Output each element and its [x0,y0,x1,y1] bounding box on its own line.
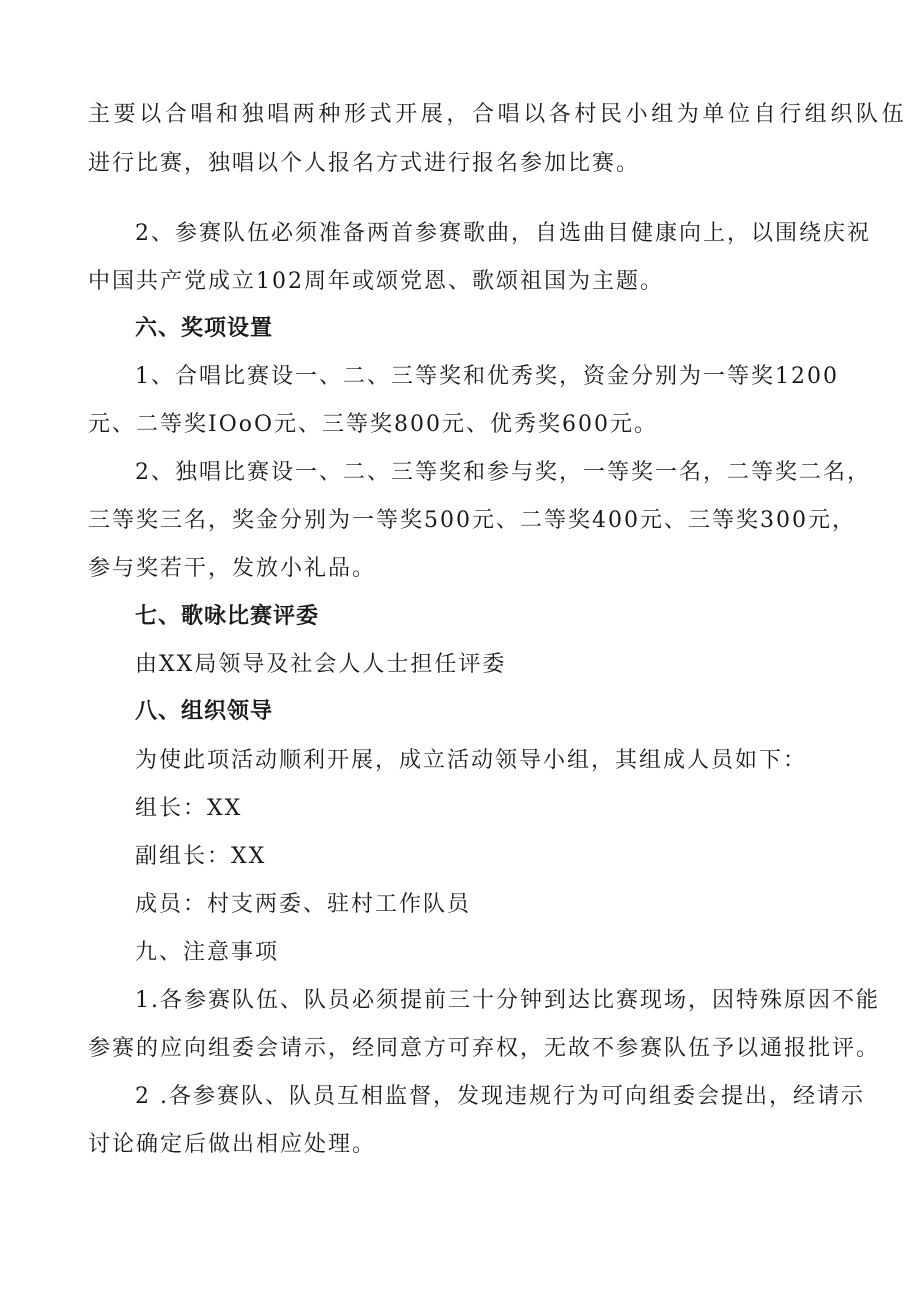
paragraph-line: 1、合唱比赛设一、二、三等奖和优秀奖，资金分别为一等奖1200 [135,364,839,389]
paragraph-line: 三等奖三名，奖金分别为一等奖500元、二等奖400元、三等奖300元， [88,508,856,533]
paragraph-line: 2、独唱比赛设一、二、三等奖和参与奖，一等奖一名，二等奖二名， [135,460,871,485]
paragraph-line: 由XX局领导及社会人人士担任评委 [135,652,507,677]
paragraph-line: 1.各参赛队伍、队员必须提前三十分钟到达比赛现场，因特殊原因不能 [135,988,880,1013]
paragraph-line: 元、二等奖IOoO元、三等奖800元、优秀奖600元。 [88,412,658,437]
paragraph-line: 参赛的应向组委会请示，经同意方可弃权，无故不参赛队伍予以通报批评。 [88,1036,881,1061]
paragraph-line: 讨论确定后做出相应处理。 [88,1132,377,1157]
section-heading-judges: 七、歌咏比赛评委 [135,604,320,629]
section-heading-awards: 六、奖项设置 [135,316,274,341]
members-line: 成员：村支两委、驻村工作队员 [135,892,472,917]
deputy-leader-line: 副组长：XX [135,844,267,869]
section-heading-leadership: 八、组织领导 [135,699,274,724]
leader-line: 组长：XX [135,796,243,821]
paragraph-line: 主要以合唱和独唱两种形式开展，合唱以各村民小组为单位自行组织队伍 [88,102,908,127]
paragraph-line: 进行比赛，独唱以个人报名方式进行报名参加比赛。 [88,151,641,176]
paragraph-line: 参与奖若干，发放小礼品。 [88,556,377,581]
paragraph-line: 2、参赛队伍必须准备两首参赛歌曲，自选曲目健康向上，以围绕庆祝 [135,221,871,246]
paragraph-line: 2 .各参赛队、队员互相监督，发现违规行为可向组委会提出，经请示 [135,1084,865,1109]
section-heading-notes: 九、注意事项 [135,940,280,965]
paragraph-line: 为使此项活动顺利开展，成立活动领导小组，其组成人员如下： [135,748,808,773]
paragraph-line: 中国共产党成立102周年或颂党恩、歌颂祖国为主题。 [88,269,664,294]
